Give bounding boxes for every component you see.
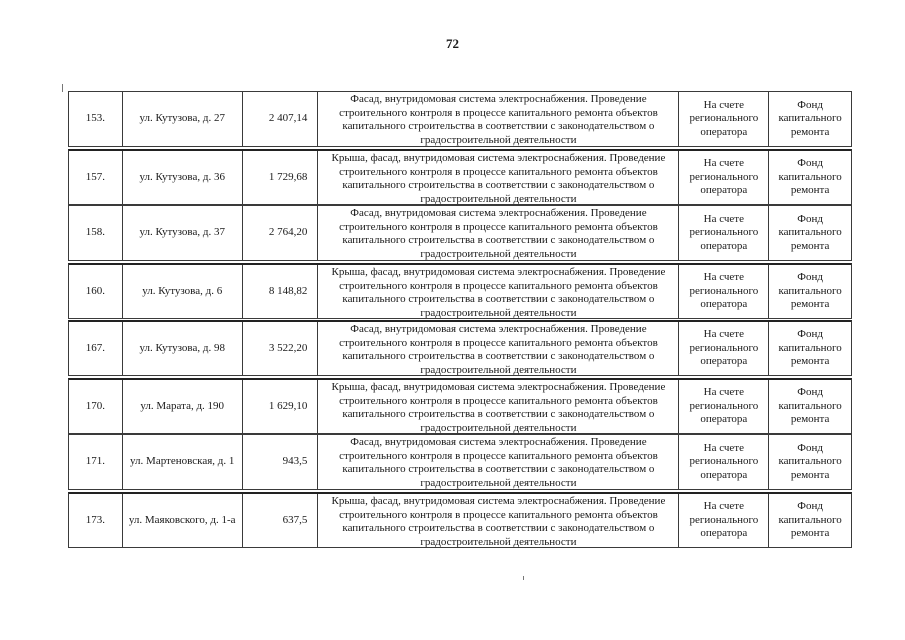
scan-mark	[62, 84, 63, 92]
row-cost: 1 629,10	[243, 380, 319, 433]
row-number: 171.	[69, 435, 123, 489]
row-cost: 2 407,14	[243, 92, 319, 146]
row-works: Фасад, внутридомовая система электроснабжения. Проведение строительного контроля в процессе капитального ремонта объектов капитального строительства в соответствии с законодательством о градостроительной деятельности	[318, 322, 679, 375]
row-works: Фасад, внутридомовая система электроснабжения. Проведение строительного контроля в процессе капитального ремонта объектов капитального строительства в соответствии с законодательством о градостроительной деятельности	[318, 206, 679, 260]
row-works: Фасад, внутридомовая система электроснабжения. Проведение строительного контроля в процессе капитального ремонта объектов капитального строительства в соответствии с законодательством о градостроительной деятельности	[318, 435, 679, 489]
table-row	[68, 434, 852, 490]
row-works: Крыша, фасад, внутридомовая система электроснабжения. Проведение строительного контроля в процессе капитального ремонта объектов капитального строительства в соответствии с законодательством о градостроительной деятельности	[318, 265, 679, 318]
row-address: ул. Кутузова, д. 37	[123, 206, 243, 260]
table-row	[68, 378, 852, 434]
row-funding-source: Фонд капитального ремонта	[778, 271, 842, 311]
row-address: ул. Мартеновская, д. 1	[123, 435, 243, 489]
row-account-holder: На счете регионального оператора	[679, 435, 769, 489]
row-funding-source: Фонд капитального ремонта	[778, 157, 842, 197]
row-cost: 3 522,20	[243, 322, 319, 375]
row-account-holder: На счете регионального оператора	[679, 206, 769, 260]
row-funding-source: Фонд капитального ремонта	[778, 212, 842, 252]
row-works: Крыша, фасад, внутридомовая система электроснабжения. Проведение строительного контроля в процессе капитального ремонта объектов капитального строительства в соответствии с законодательством о градостроительной деятельности	[318, 494, 679, 547]
row-funding-source: Фонд капитального ремонта	[778, 441, 842, 481]
row-account-holder: На счете регионального оператора	[679, 380, 769, 433]
row-funding-source: Фонд капитального ремонта	[778, 328, 842, 368]
row-funding-source: Фонд капитального ремонта	[778, 386, 842, 426]
row-number: 170.	[69, 380, 123, 433]
row-address: ул. Кутузова, д. 6	[123, 265, 243, 318]
row-funding-source: Фонд капитального ремонта	[778, 98, 842, 138]
row-account-holder: На счете регионального оператора	[679, 322, 769, 375]
row-number: 153.	[69, 92, 123, 146]
row-address: ул. Кутузова, д. 98	[123, 322, 243, 375]
table-row	[68, 492, 852, 548]
row-account-holder: На счете регионального оператора	[679, 92, 769, 146]
table-row	[68, 149, 852, 205]
row-account-holder: На счете регионального оператора	[679, 265, 769, 318]
row-cost: 943,5	[243, 435, 319, 489]
row-works: Фасад, внутридомовая система электроснабжения. Проведение строительного контроля в процессе капитального ремонта объектов капитального строительства в соответствии с законодательством о градостроительной деятельности	[318, 92, 679, 146]
table-row	[68, 91, 852, 147]
row-account-holder: На счете регионального оператора	[679, 494, 769, 547]
row-cost: 637,5	[243, 494, 319, 547]
row-address: ул. Марата, д. 190	[123, 380, 243, 433]
row-address: ул. Маяковского, д. 1-а	[123, 494, 243, 547]
table-row	[68, 263, 852, 319]
row-number: 157.	[69, 151, 123, 204]
table-row	[68, 205, 852, 261]
row-cost: 1 729,68	[243, 151, 319, 204]
row-cost: 8 148,82	[243, 265, 319, 318]
row-works: Крыша, фасад, внутридомовая система электроснабжения. Проведение строительного контроля в процессе капитального ремонта объектов капитального строительства в соответствии с законодательством о градостроительной деятельности	[318, 380, 679, 433]
table-row	[68, 320, 852, 376]
row-address: ул. Кутузова, д. 36	[123, 151, 243, 204]
row-funding-source: Фонд капитального ремонта	[778, 500, 842, 540]
row-cost: 2 764,20	[243, 206, 319, 260]
row-works: Крыша, фасад, внутридомовая система электроснабжения. Проведение строительного контроля в процессе капитального ремонта объектов капитального строительства в соответствии с законодательством о градостроительной деятельности	[318, 151, 679, 204]
row-number: 160.	[69, 265, 123, 318]
row-number: 158.	[69, 206, 123, 260]
page-number: 72	[446, 36, 459, 51]
row-number: 173.	[69, 494, 123, 547]
scan-mark	[523, 576, 524, 580]
row-address: ул. Кутузова, д. 27	[123, 92, 243, 146]
row-number: 167.	[69, 322, 123, 375]
row-account-holder: На счете регионального оператора	[679, 151, 769, 204]
